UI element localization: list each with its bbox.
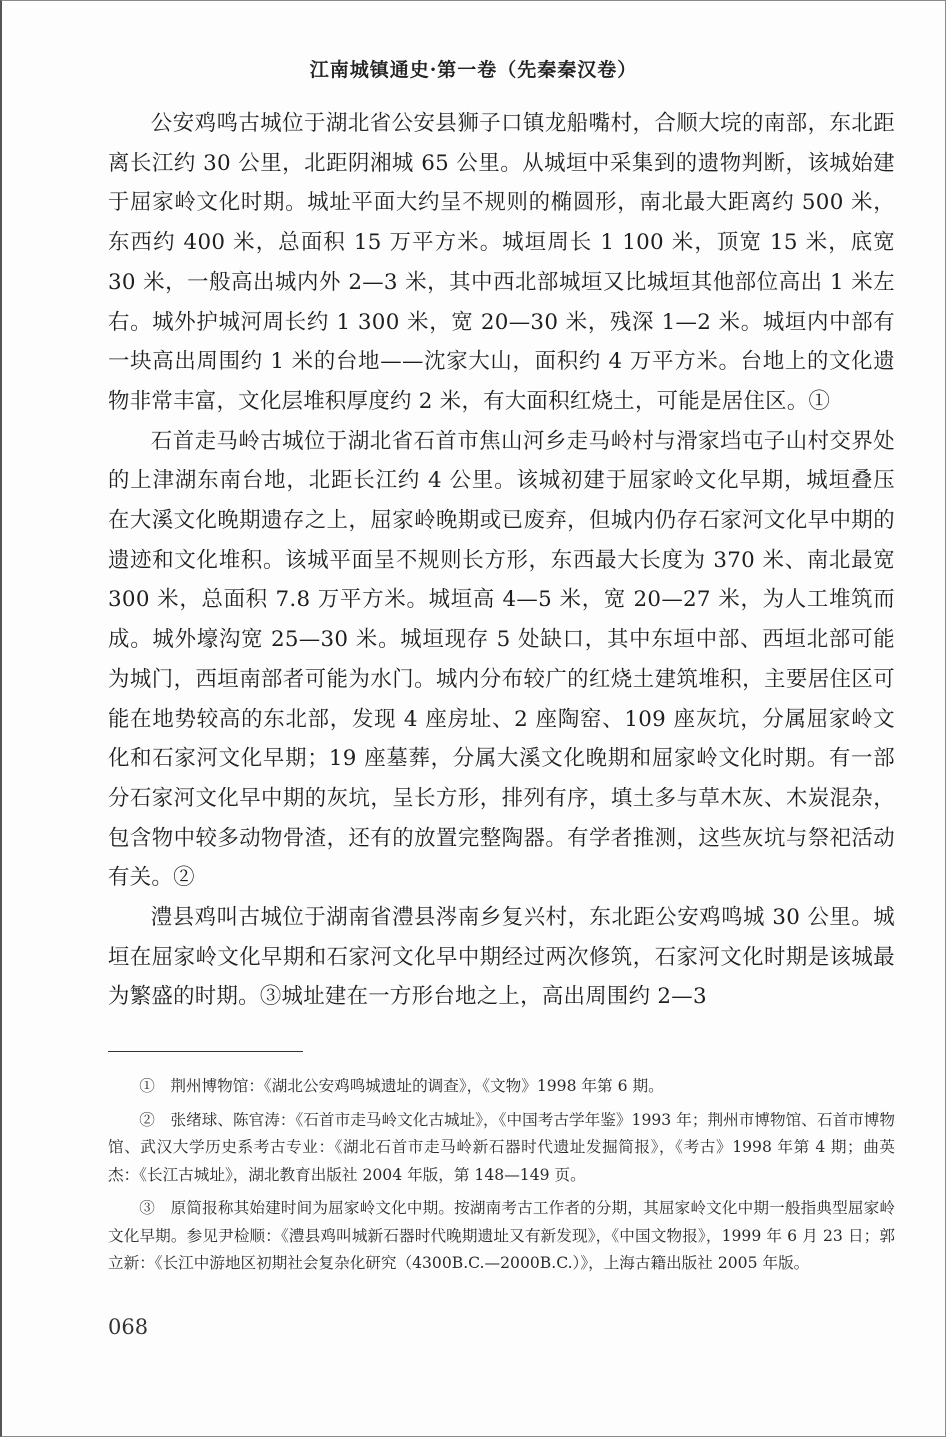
footnote-separator-rule xyxy=(108,1051,303,1052)
page-number: 068 xyxy=(108,1315,149,1339)
paragraph-gongan-jiming: 公安鸡鸣古城位于湖北省公安县狮子口镇龙船嘴村，合顺大垸的南部，东北距离长江约 30 公里，北距阴湘城 65 公里。从城垣中采集到的遗物判断，该城始建于屈家岭文化时期。城址平面大约呈不规则的椭圆形，南北最大距离约 500 米，东西约 400 米，总面积 15 万平方米。城垣周长 1 100 米，顶宽 15 米，底宽 30 米，一般高出城内外 2—3 米，其中西北部城垣又比城垣其他部位高出 1 米左右。城外护城河周长约 1 300 米，宽 20—30 米，残深 1—2 米。城垣内中部有一块高出周围约 1 米的台地——沈家大山，面积约 4 万平方米。台地上的文化遗物非常丰富，文化层堆积厚度约 2 米，有大面积红烧土，可能是居住区。① xyxy=(108,111,895,414)
footnote-2: ② 张绪球、陈官涛：《石首市走马岭文化古城址》，《中国考古学年鉴》1993 年；荆州市博物馆、石首市博物馆、武汉大学历史系考古专业：《湖北石首市走马岭新石器时代遗址发掘简报》，《考古》1998 年第 4 期；曲英杰：《长江古城址》，湖北教育出版社 2004 年版，第 148—149 页。 xyxy=(108,1110,895,1184)
main-body-text xyxy=(108,104,895,1017)
running-header-title: 江南城镇通史·第一卷（先秦秦汉卷） xyxy=(309,59,638,81)
footnote-3: ③ 原简报称其始建时间为屈家岭文化中期。按湖南考古工作者的分期，其屈家岭文化中期一般指典型屈家岭文化早期。参见尹检顺：《澧县鸡叫城新石器时代晚期遗址又有新发现》，《中国文物报》，1999 年 6 月 23 日；郭立新：《长江中游地区初期社会复杂化研究（4300B.C.—2000B.C.）》，上海古籍出版社 2005 年版。 xyxy=(108,1199,895,1272)
paragraph-shishou-zoumaling: 石首走马岭古城位于湖北省石首市焦山河乡走马岭村与滑家垱屯子山村交界处的上津湖东南台地，北距长江约 4 公里。该城初建于屈家岭文化早期，城垣叠压在大溪文化晚期遗存之上，屈家岭晚期或已废弃，但城内仍存石家河文化早中期的遗迹和文化堆积。该城平面呈不规则长方形，东西最大长度为 370 米、南北最宽 300 米，总面积 7.8 万平方米。城垣高 4—5 米，宽 20—27 米，为人工堆筑而成。城外壕沟宽 25—30 米。城垣现存 5 处缺口，其中东垣中部、西垣北部可能为城门，西垣南部者可能为水门。城内分布较广的红烧土建筑堆积，主要居住区可能在地势较高的东北部，发现 4 座房址、2 座陶窑、109 座灰坑，分属屈家岭文化和石家河文化早期；19 座墓葬，分属大溪文化晚期和屈家岭文化时期。有一部分石家河文化早中期的灰坑，呈长方形，排列有序，填土多与草木灰、木炭混杂，包含物中较多动物骨渣，还有的放置完整陶器。有学者推测，这些灰坑与祭祀活动有关。② xyxy=(108,428,895,891)
footnotes xyxy=(108,1073,895,1284)
paragraph-lixian-jijiao: 澧县鸡叫古城位于湖南省澧县涔南乡复兴村，东北距公安鸡鸣城 30 公里。城垣在屈家岭文化早期和石家河文化早中期经过两次修筑，石家河文化时期是该城最为繁盛的时期。③城址建在一方形台地之上，高出周围约 2—3 xyxy=(108,905,895,1010)
footnote-1: ① 荆州博物馆：《湖北公安鸡鸣城遗址的调查》，《文物》1998 年第 6 期。 xyxy=(139,1077,664,1095)
